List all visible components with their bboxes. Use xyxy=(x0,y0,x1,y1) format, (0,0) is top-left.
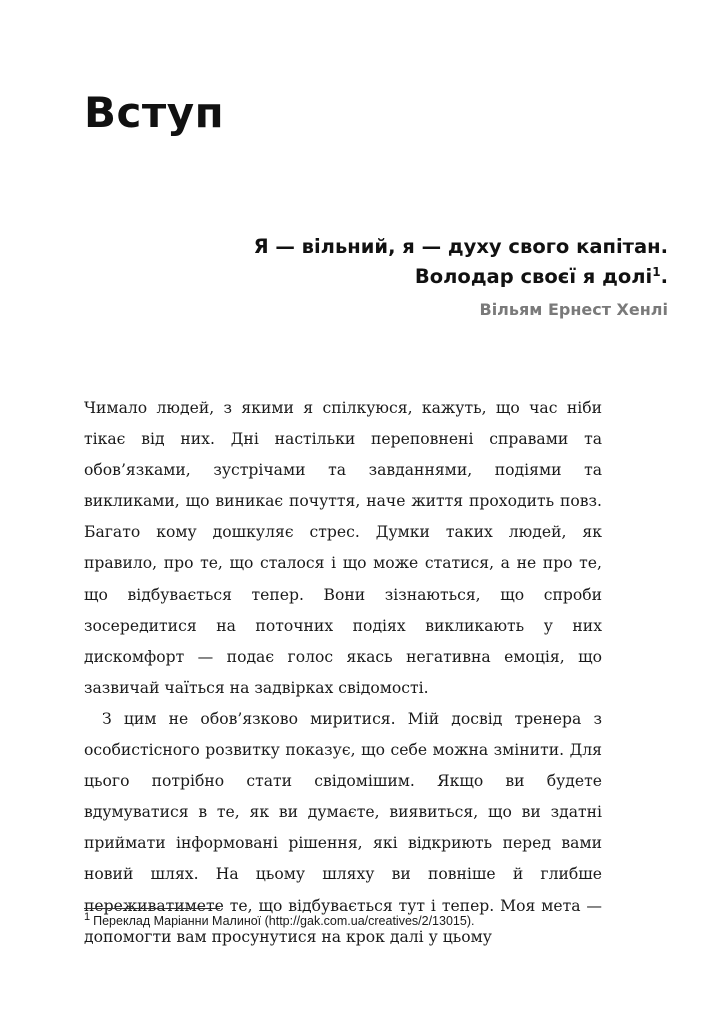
epigraph-author: Вільям Ернест Хенлі xyxy=(479,300,668,319)
footnote-mark: 1 xyxy=(84,911,91,923)
footnote-reference[interactable]: 1 xyxy=(652,265,661,279)
epigraph-line-2-end: . xyxy=(660,265,668,288)
paragraph: З цим не обов’язково миритися. Мій досвід тренера з особистісного розвитку показує, що себе можна змінити. Для цього потрібно стати свідомішим. Якщо ви будете вдумуватися в те, як ви думаєте, виявиться, що ви здатні приймати інформовані рішення, які відкриють перед вами новий шлях. На цьому шляху ви повніше й глибше переживатимете те, що відбувається тут і тепер. Моя мета — допомогти вам просунутися на крок далі у цьому xyxy=(84,709,602,946)
epigraph-line-2 xyxy=(108,262,668,292)
body-text xyxy=(84,393,602,953)
paragraph: Чимало людей, з якими я спілкуюся, кажуть, що час ніби тікає від них. Дні настільки переповнені справами та обов’язками, зустрічами та завданнями, подіями та викликами, що виникає почуття, наче життя проходить повз. Багато кому дошкуляє стрес. Думки таких людей, як правило, про те, що сталося і що може статися, а не про те, що відбувається тепер. Вони зізнаються, що спроби зосередитися на поточних подіях викликають у них дискомфорт — подає голос якась негативна емоція, що зазвичай чаїться на задвірках свідомості. xyxy=(84,399,602,697)
epigraph-line-2-text: Володар своєї я долі xyxy=(414,265,653,288)
footnote-divider xyxy=(84,908,220,909)
epigraph-line-1: Я — вільний, я — духу свого капітан. xyxy=(253,235,668,258)
footnote-text: Переклад Маріанни Малиної (http://gak.com.ua/creatives/2/13015). xyxy=(93,914,475,928)
epigraph xyxy=(108,232,668,292)
footnote xyxy=(84,911,475,928)
chapter-title: Вступ xyxy=(84,88,225,137)
